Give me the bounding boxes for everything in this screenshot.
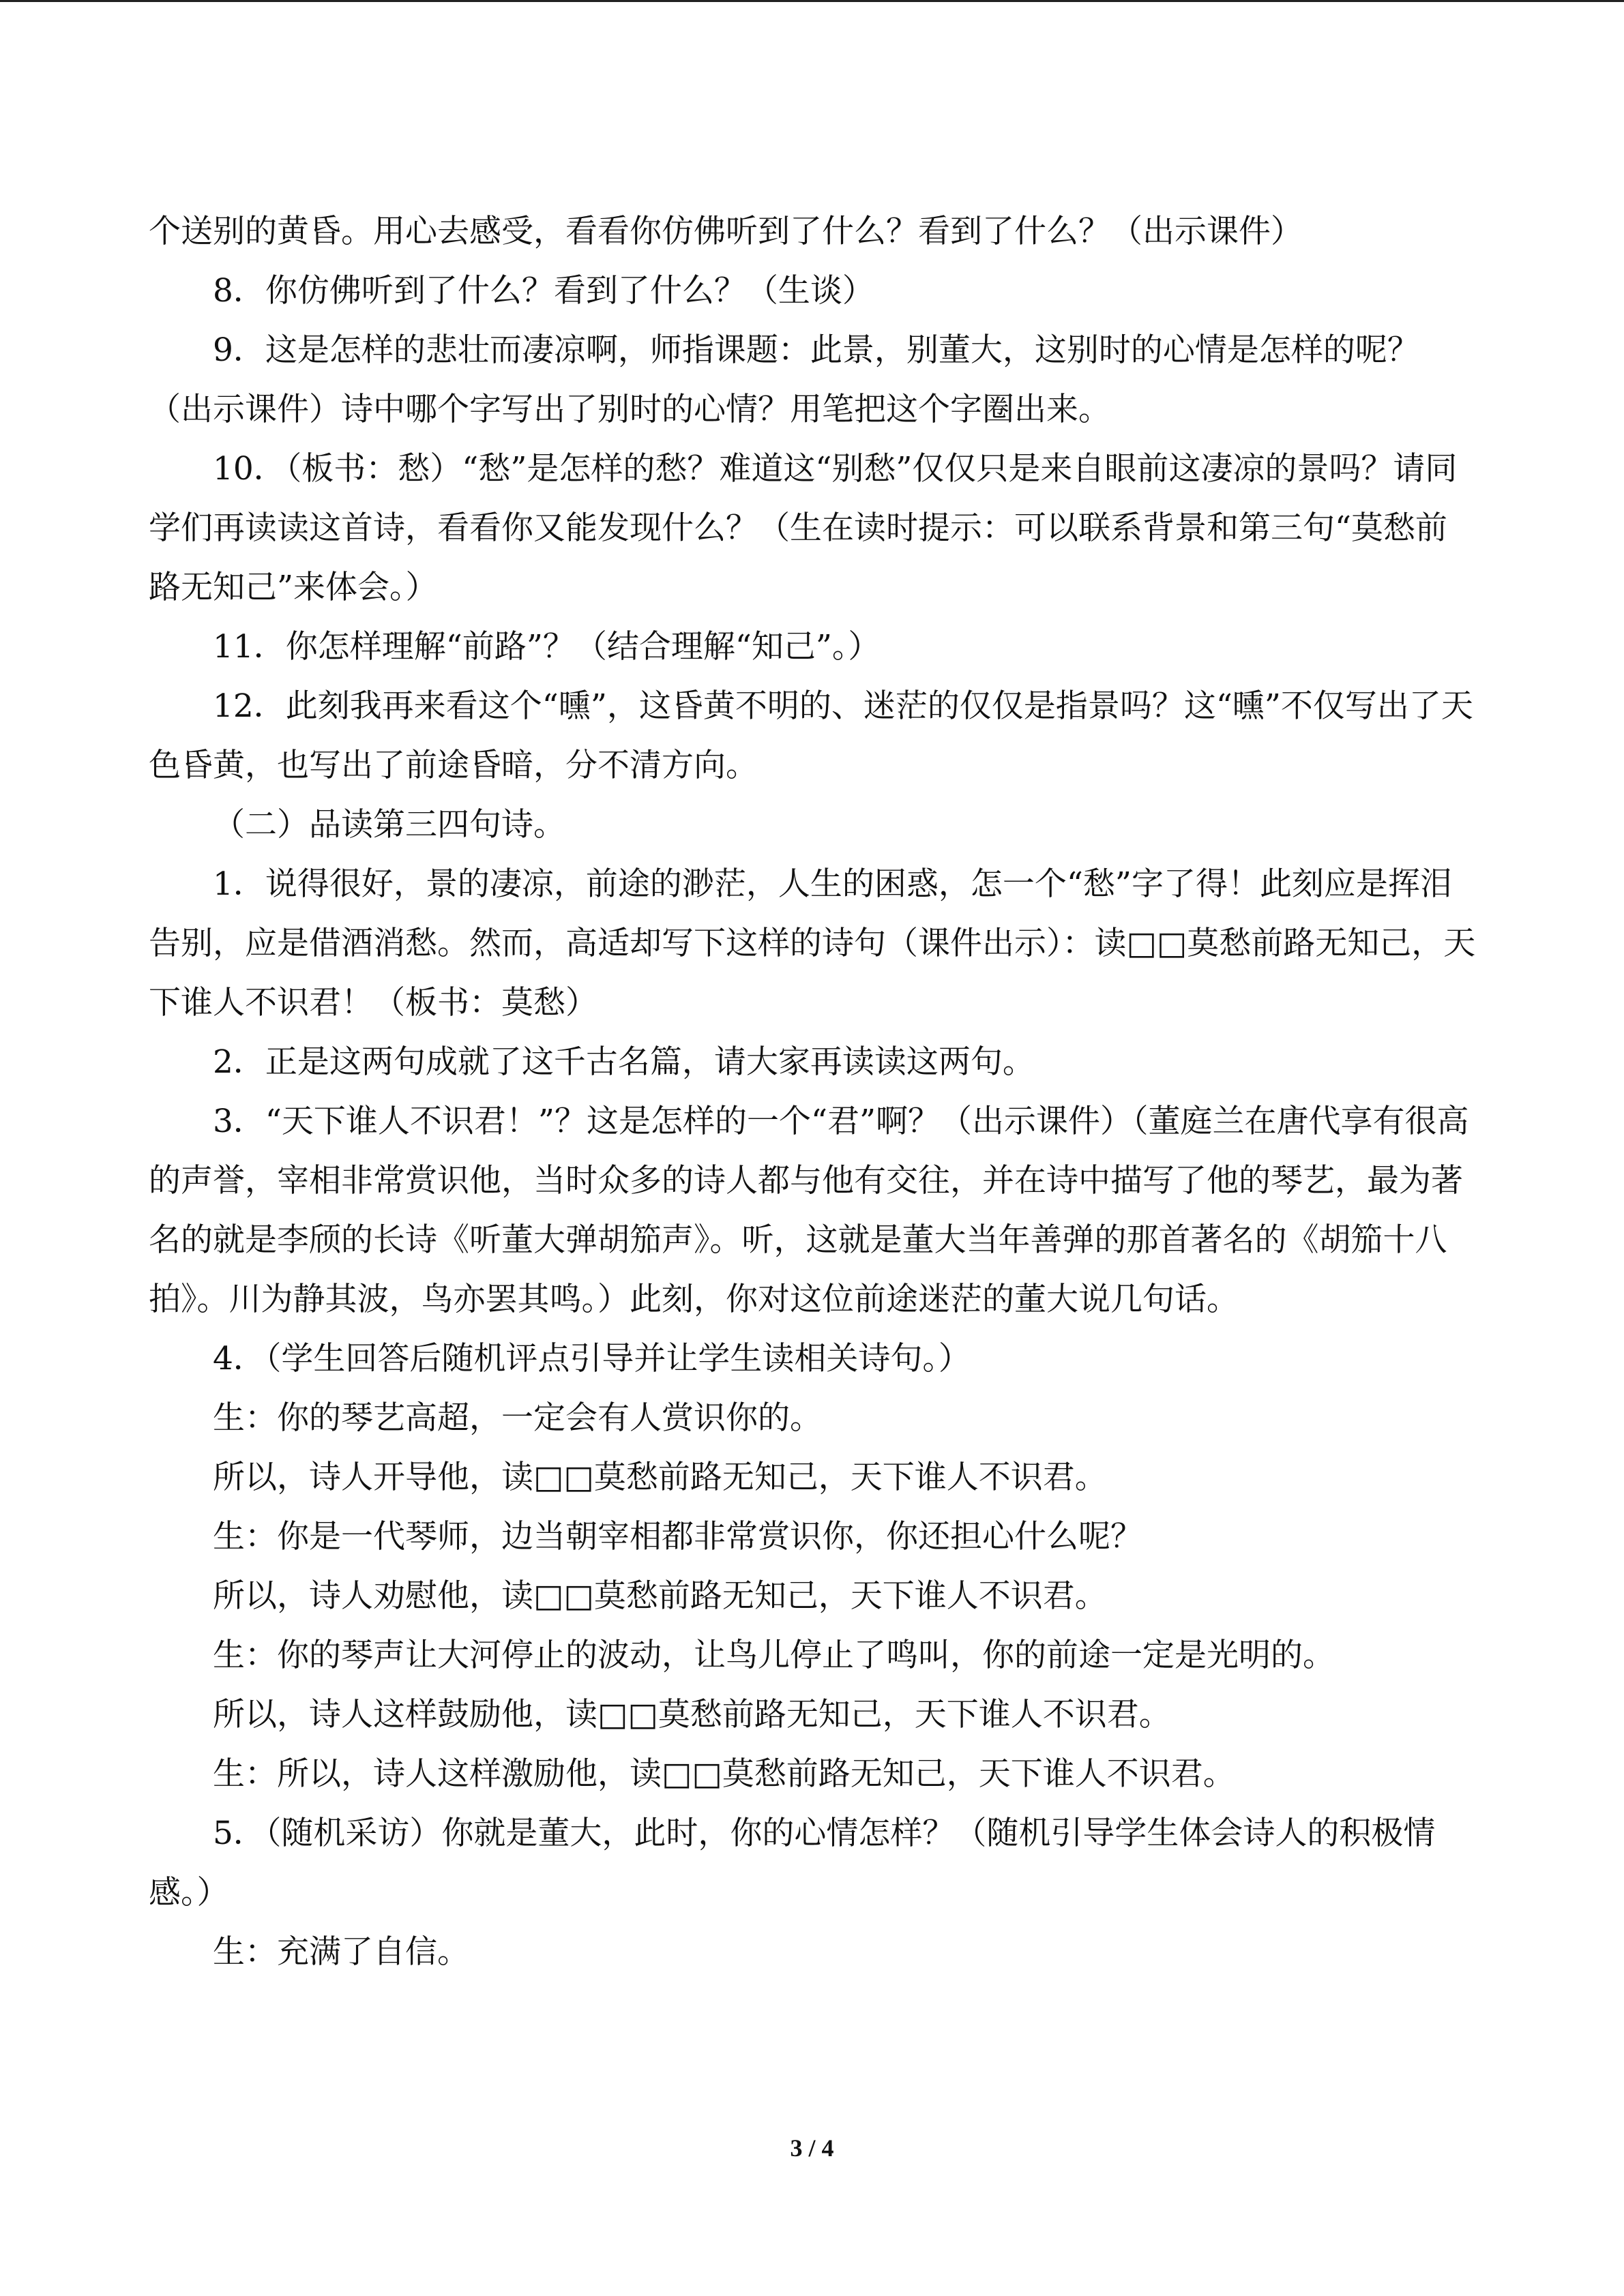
paragraph: 2．正是这两句成就了这千古名篇，请大家再读读这两句。: [213, 1043, 1035, 1081]
paragraph: 3．“天下谁人不识君！”？这是怎样的一个“君”啊？（出示课件）（董庭兰在唐代享有很高的声誉，宰相非常赏识他，当时众多的诗人都与他有交往，并在诗中描写了他的琴艺，最为著名的就是李颀的长诗《听董大弹胡笳声》。听，这就是董大当年善弹的那首著名的《胡笳十八拍》。川为静其波，鸟亦罢其鸣。）此刻，你对这位前途迷茫的董大说几句话。: [149, 1103, 1469, 1318]
dialogue-line: 生：你是一代琴师，边当朝宰相都非常赏识你，你还担心什么呢？: [213, 1518, 1142, 1555]
dialogue-line: 所以，诗人开导他，读□□莫愁前路无知己，天下谁人不识君。: [213, 1459, 1107, 1496]
paragraph: 1．说得很好，景的凄凉，前途的渺茫，人生的困惑，怎一个“愁”字了得！此刻应是挥泪告别，应是借酒消愁。然而，高适却写下这样的诗句（课件出示）：读□□莫愁前路无知己，天下谁人不识君！（板书：莫愁）: [149, 865, 1476, 1022]
paragraph: 10．（板书：愁）“愁”是怎样的愁？难道这“别愁”仅仅只是来自眼前这凄凉的景吗？请同学们再读读这首诗，看看你又能发现什么？（生在读时提示：可以联系背景和第三句“莫愁前路无知己”来体会。）: [149, 450, 1458, 606]
dialogue-line: 生：所以，诗人这样激励他，读□□莫愁前路无知己，天下谁人不识君。: [213, 1755, 1235, 1793]
page-number: 3 / 4: [790, 2134, 834, 2162]
dialogue-line: 所以，诗人这样鼓励他，读□□莫愁前路无知己，天下谁人不识君。: [213, 1696, 1171, 1733]
paragraph: 个送别的黄昏。用心去感受，看看你仿佛听到了什么？看到了什么？（出示课件）: [149, 213, 1303, 250]
paragraph: 8．你仿佛听到了什么？看到了什么？（生谈）: [213, 272, 874, 310]
page-content: [149, 202, 1476, 1982]
paragraph: 11．你怎样理解“前路”？（结合理解“知己”。）: [213, 628, 881, 666]
dialogue-line: 生：充满了自信。: [213, 1933, 469, 1971]
section-heading: （二）品读第三四句诗。: [213, 806, 565, 844]
paragraph: 5．（随机采访）你就是董大，此时，你的心情怎样？（随机引导学生体会诗人的积极情感。）: [149, 1815, 1436, 1911]
paragraph: 9．这是怎样的悲壮而凄凉啊，师指课题：此景，别董大，这别时的心情是怎样的呢？（出示课件）诗中哪个字写出了别时的心情？用笔把这个字圈出来。: [149, 331, 1419, 428]
dialogue-line: 生：你的琴艺高超，一定会有人赏识你的。: [213, 1399, 822, 1437]
paragraph: 4．（学生回答后随机评点引导并让学生读相关诗句。）: [213, 1340, 971, 1377]
dialogue-line: 所以，诗人劝慰他，读□□莫愁前路无知己，天下谁人不识君。: [213, 1577, 1107, 1615]
top-rule: [0, 0, 1624, 2]
paragraph: 12．此刻我再来看这个“曛”，这昏黄不明的、迷茫的仅仅是指景吗？这“曛”不仅写出了天色昏黄，也写出了前途昏暗，分不清方向。: [149, 687, 1473, 784]
dialogue-line: 生：你的琴声让大河停止的波动，让鸟儿停止了鸣叫，你的前途一定是光明的。: [213, 1637, 1335, 1674]
